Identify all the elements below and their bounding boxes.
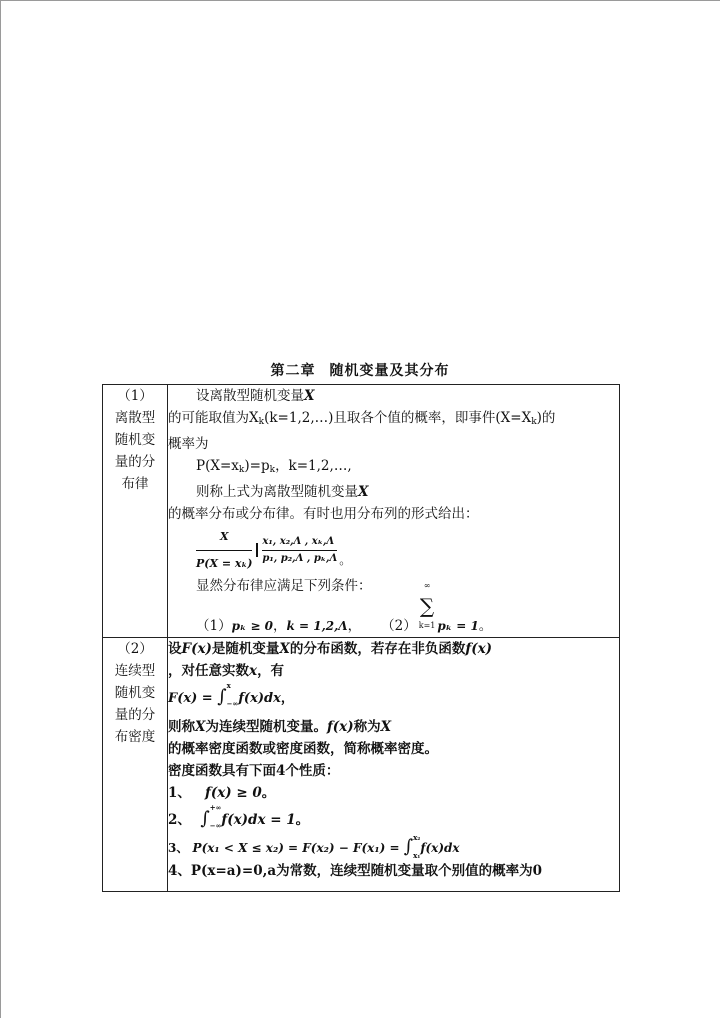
label-line: （1） <box>117 388 153 404</box>
dist-divider <box>256 543 258 557</box>
text-line: 的可能取值为$X_k(k=1,2,\dots)$且取各个值的概率，即事件$(X=X_k)$的 <box>168 410 556 427</box>
summation-symbol: ∞ ∑ k=1 <box>418 581 436 630</box>
table-row <box>103 638 620 892</box>
label-line: （2） <box>117 641 153 657</box>
text-line: 的概率密度函数或密度函数，简称概率密度。 <box>168 741 438 757</box>
text-line: $P(X=x_k)=p_k$，k=1,2,…, <box>196 458 352 475</box>
text-line: 显然分布律应满足下列条件： <box>196 578 372 594</box>
property-1: 1、 f(x) ≥ 0。 <box>168 785 276 801</box>
page-title <box>0 360 720 380</box>
text-line: 则称X为连续型随机变量。f(x)称为X <box>168 719 392 735</box>
integral-symbol: ∫ <box>403 836 414 857</box>
page-edge-top <box>0 0 720 1</box>
property-3: 3、 P(x₁ < X ≤ x₂) = F(x₂) − F(x₁) = ∫ x₂ x₁ f(x)dx <box>168 833 460 860</box>
row-content-continuous <box>168 638 620 892</box>
label-line: 离散型 <box>114 410 156 426</box>
label-line: 布律 <box>121 476 149 492</box>
text-line: 密度函数具有下面4个性质： <box>168 763 340 779</box>
dist-values: x₁, x₂,Λ , xₖ,Λ p₁, p₂,Λ , pₖ,Λ <box>262 535 338 564</box>
chapter-topic: 随机变量及其分布 <box>329 363 450 379</box>
text-line: 设离散型随机变量X <box>196 388 315 404</box>
text-line: 的概率分布或分布律。有时也用分布列的形式给出： <box>168 506 479 522</box>
row-label-continuous <box>103 638 168 892</box>
label-line: 布密度 <box>114 729 156 745</box>
dist-fraction: $\frac{X}{\text{P(X = xₖ)}}$ <box>196 526 252 575</box>
text-line: ，对任意实数x，有 <box>168 663 285 679</box>
integral-symbol: ∫ <box>200 808 210 829</box>
cdf-formula: F(x) = ∫ x −∞ f(x)dx， <box>168 681 294 708</box>
property-2: 2、 ∫ +∞ −∞ f(x)dx = 1。 <box>168 803 310 830</box>
label-line: 量的分 <box>114 707 156 723</box>
row-label-discrete <box>103 385 168 638</box>
text-line: 则称上式为离散型随机变量X <box>196 484 369 500</box>
label-line: 随机变 <box>114 432 156 448</box>
distribution-table-formula: $\frac{X}{\text{P(X = xₖ)}}$ x₁, x₂,Λ , xₖ,Λ p₁, p₂,Λ , pₖ,Λ 。 <box>196 529 619 571</box>
integral-symbol: ∫ <box>217 686 227 707</box>
label-line: 随机变 <box>114 685 156 701</box>
row-content-discrete <box>168 385 620 638</box>
text-line: 概率为 <box>168 436 209 452</box>
chapter-label: 第二章 <box>270 363 316 379</box>
conditions-line: （1） pₖ ≥ 0 ， k = 1,2,Λ ， （2） ∞ ∑ k=1 pₖ = 1 。 <box>196 597 619 637</box>
content-table <box>102 384 620 892</box>
label-line: 量的分 <box>114 454 156 470</box>
page-edge-left <box>0 0 1 1018</box>
property-4: 4、P(x=a)=0,a为常数，连续型随机变量取个别值的概率为0 <box>168 863 542 879</box>
text-line: 设F(x)是随机变量X的分布函数，若存在非负函数f(x) <box>168 641 493 657</box>
label-line: 连续型 <box>114 663 156 679</box>
table-row <box>103 385 620 638</box>
